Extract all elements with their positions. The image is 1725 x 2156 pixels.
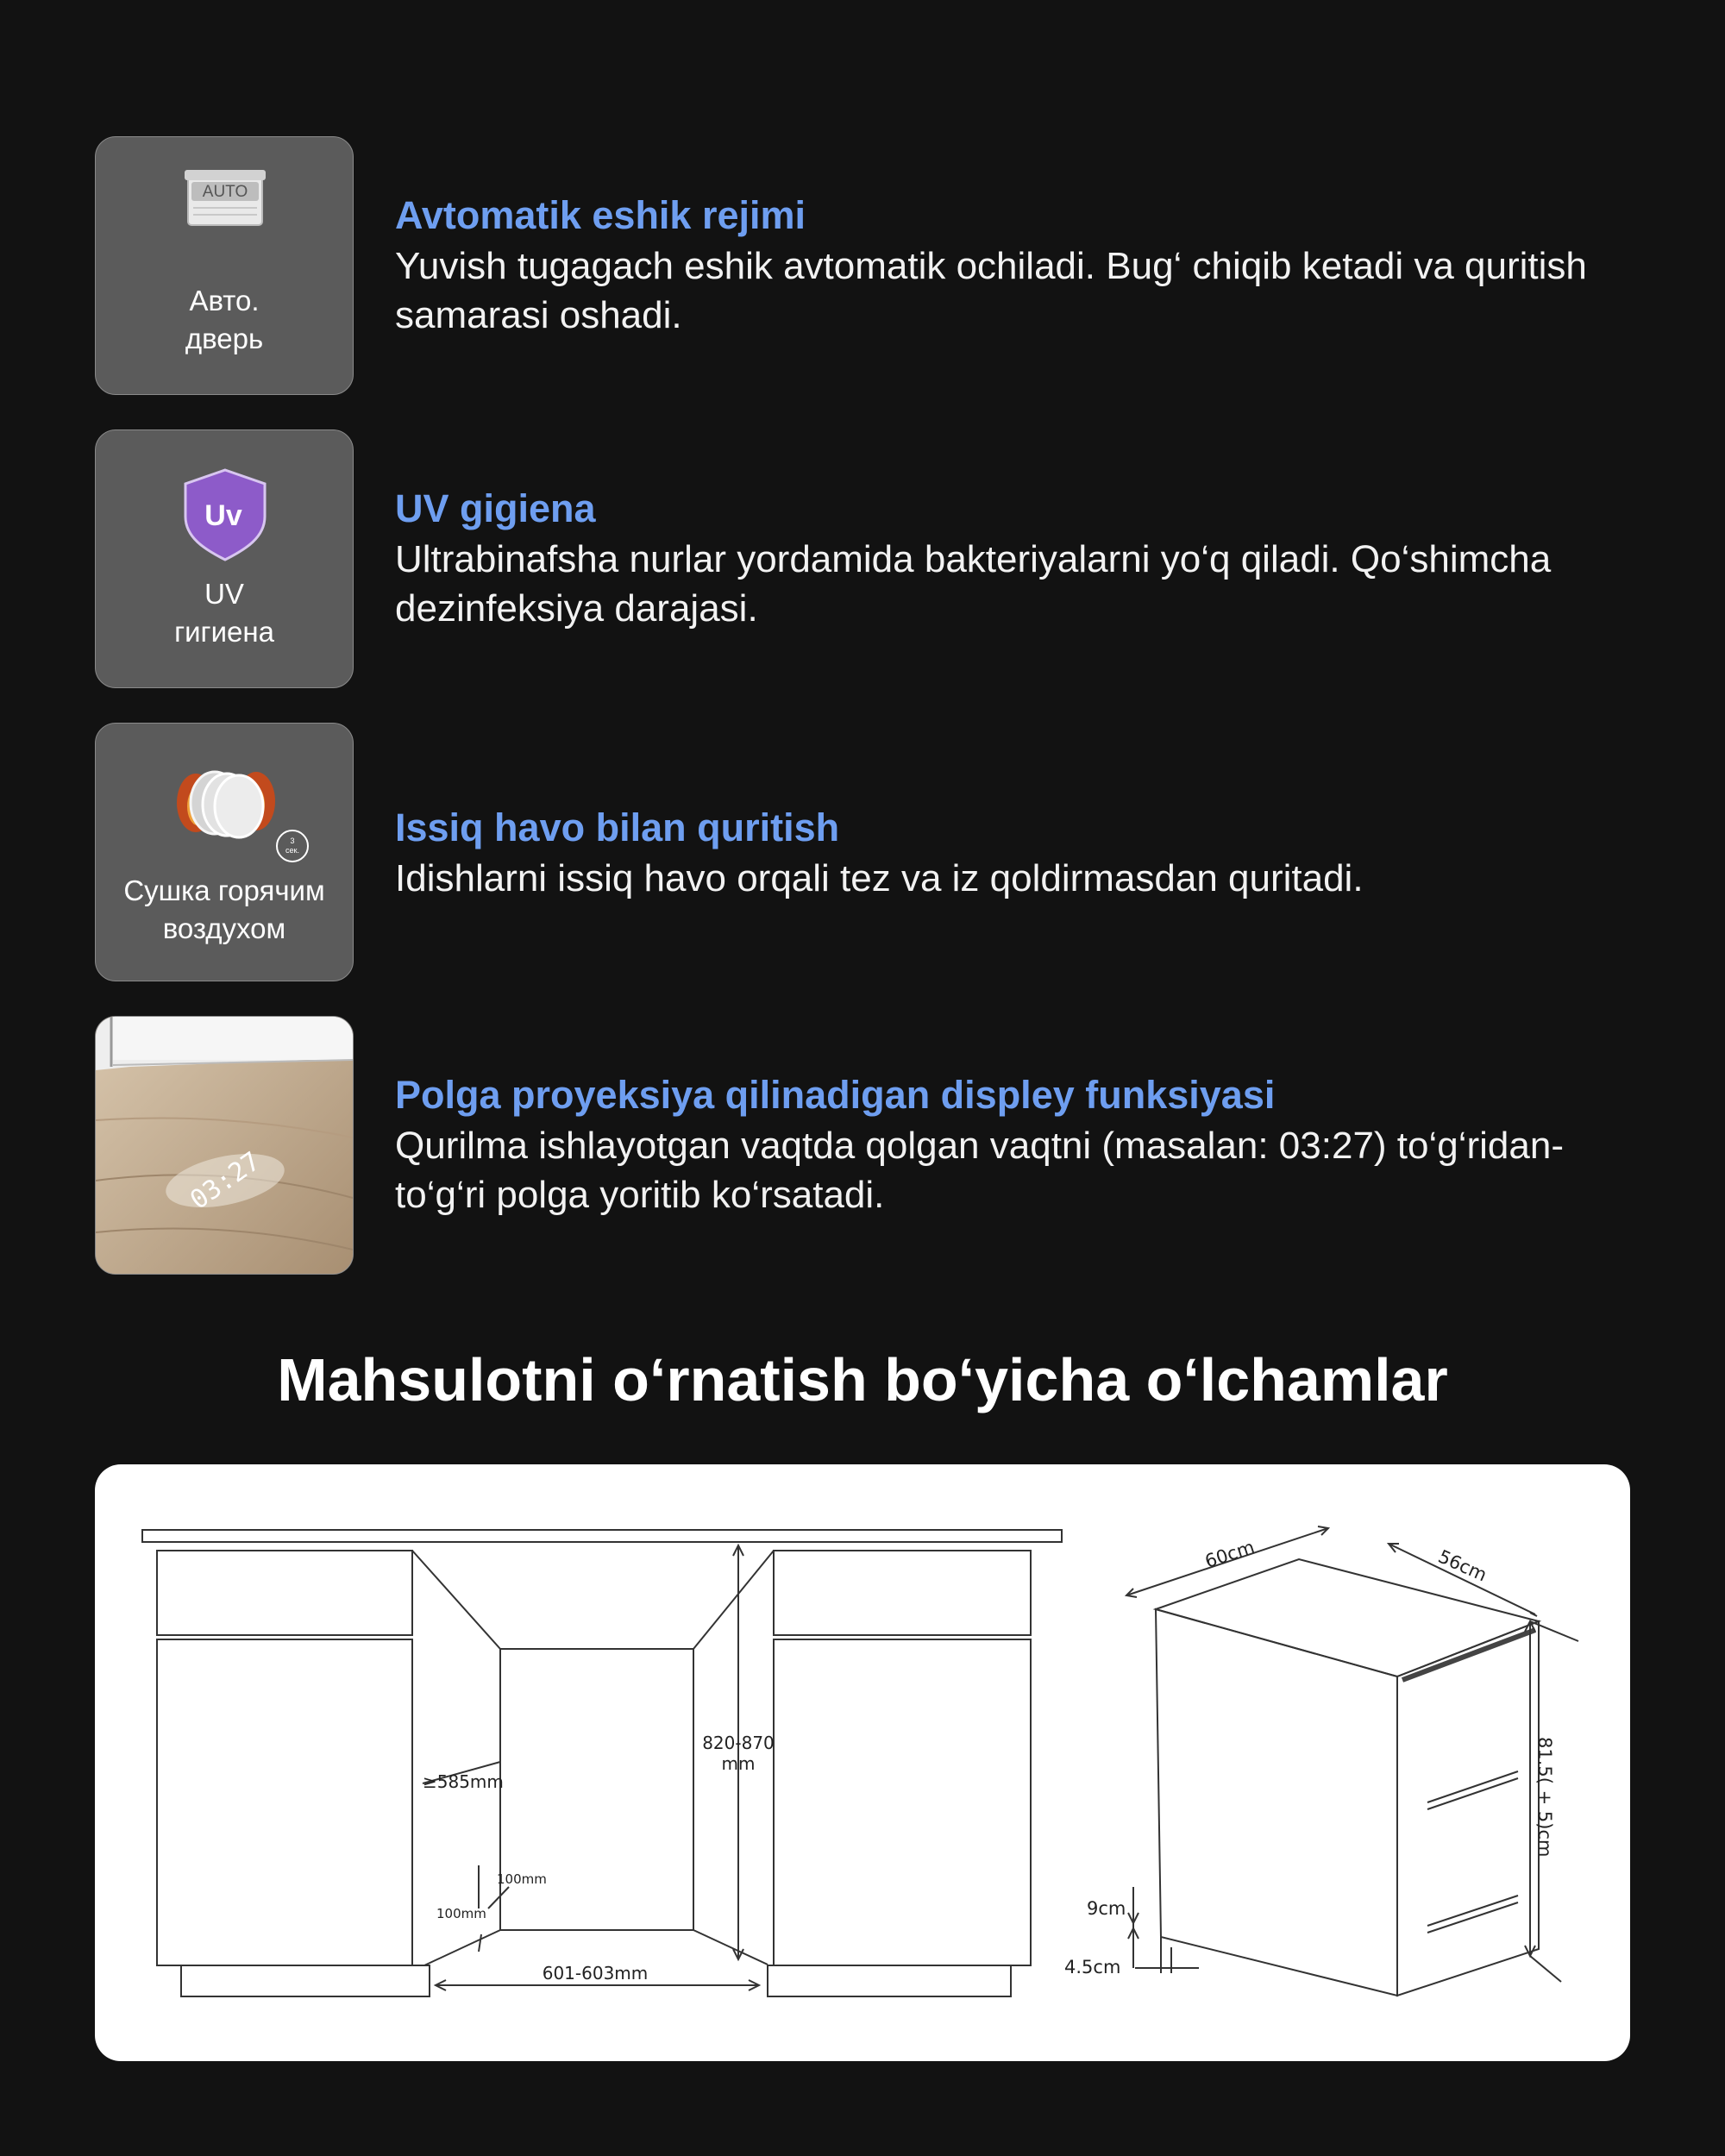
svg-text:AUTO: AUTO (202, 183, 248, 201)
feature-title: Avtomatik eshik rejimi (395, 193, 806, 237)
feature-tile (95, 723, 354, 981)
section-title: Mahsulotni o‘rnatish bo‘yicha o‘lchamlar (277, 1346, 1448, 1413)
appliance-depth-label: 56cm (1434, 1545, 1490, 1586)
feature-tile (95, 136, 354, 395)
appliance-diagram (1126, 1526, 1578, 1996)
tile-label: Сушка горячим воздухом (123, 874, 325, 944)
dim-gap-side-label: 100mm (497, 1871, 547, 1887)
svg-text:сек.: сек. (285, 846, 299, 855)
plinth-height-label: 9cm (1087, 1898, 1126, 1919)
installation-diagram-panel (95, 1464, 1630, 2061)
feature-uv-hygiene (95, 429, 1630, 688)
niche-diagram (142, 1530, 1062, 1996)
installation-diagram (95, 1464, 1630, 2061)
feature-title: Polga proyeksiya qilinadigan displey funksiyasi (395, 1073, 1276, 1117)
plinth-depth-label: 4.5cm (1064, 1957, 1121, 1977)
appliance-width-label: 60cm (1202, 1536, 1258, 1572)
feature-title: Issiq havo bilan quritish (395, 805, 840, 849)
floor-projection-icon (96, 1017, 353, 1274)
feature-hot-air-drying (95, 723, 1630, 981)
tile-label: Авто. дверь (185, 285, 264, 354)
feature-floor-projection (95, 1016, 1630, 1275)
feature-description: Yuvish tugagach eshik avtomatik ochiladi. Bug‘ chiqib ketadi va quritish samarasi oshadi. (395, 245, 1587, 336)
feature-description: Qurilma ishlayotgan vaqtda qolgan vaqtni (masalan: 03:27) to‘g‘ridan-to‘g‘ri polga yoritib ko‘rsatadi. (395, 1125, 1564, 1216)
appliance-height-label: 81.5( + 5)cm (1534, 1737, 1555, 1858)
dim-gap-bottom-label: 100mm (436, 1906, 486, 1921)
svg-text:Uv: Uv (204, 499, 242, 532)
feature-description: Idishlarni issiq havo orqali tez va iz qoldirmasdan quritadi. (395, 857, 1364, 899)
feature-tile (95, 1016, 354, 1275)
feature-title: UV gigiena (395, 486, 596, 530)
feature-tile (95, 429, 354, 688)
dim-width-label: 601-603mm (542, 1963, 649, 1984)
dim-height-unit: mm (721, 1753, 756, 1774)
svg-text:3: 3 (290, 837, 295, 845)
feature-description: Ultrabinafsha nurlar yordamida bakteriyalarni yo‘q qiladi. Qo‘shimcha dezinfeksiya darajasi. (395, 538, 1552, 630)
dim-depth-label: ≥585mm (423, 1771, 504, 1792)
feature-auto-door (95, 136, 1630, 395)
dim-height-label: 820-870 (702, 1733, 775, 1753)
svg-text:03:27: 03:27 (185, 1146, 267, 1216)
tile-label: UV гигиена (174, 578, 274, 648)
